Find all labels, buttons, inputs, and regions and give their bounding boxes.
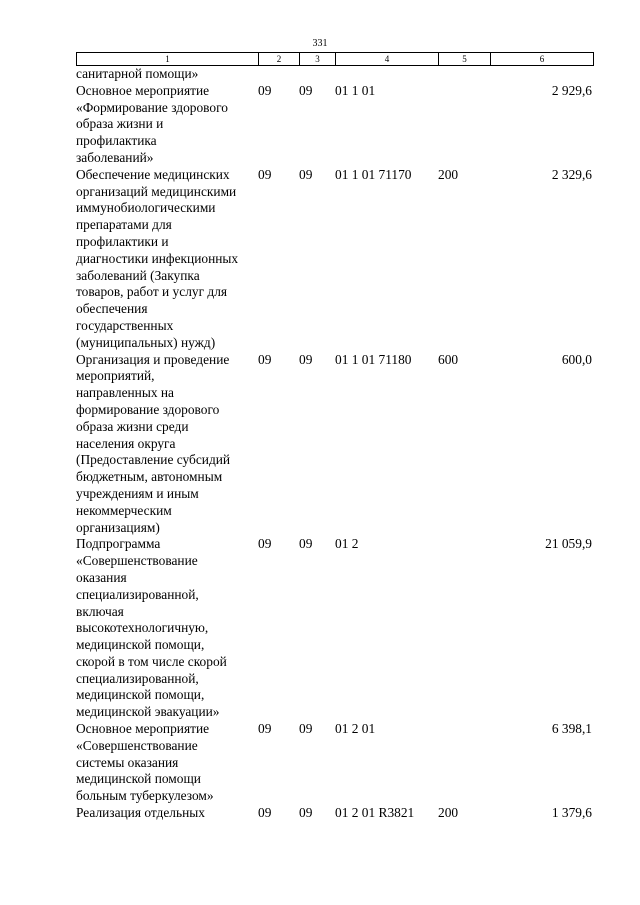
- page-number: 331: [312, 38, 328, 49]
- row-name: Обеспечение медицинских организаций медицинскими иммунобиологическими препаратами для профилактики и диагностики инфекционных заболеваний (Закупка товаров, работ и услуг для обеспечения государственных (муниципальных) нужд): [76, 166, 239, 350]
- row-amount: 21 059,9: [545, 536, 592, 552]
- row-section: 09: [258, 166, 272, 182]
- row-amount: 1 379,6: [551, 805, 592, 821]
- row-target-code: 01 2 01: [335, 721, 376, 737]
- row-name: Реализация отдельных: [76, 805, 205, 821]
- row-section: 09: [258, 721, 272, 737]
- row-section: 09: [258, 805, 272, 821]
- row-subsection: 09: [299, 536, 313, 552]
- row-section: 09: [258, 536, 272, 552]
- row-target-code: 01 2: [335, 536, 359, 552]
- row-name: Основное мероприятие «Совершенствование системы оказания медицинской помощи больным туберкулезом»: [76, 721, 214, 804]
- row-amount: [490, 66, 594, 83]
- table-body: [76, 66, 596, 822]
- row-amount: 2 929,6: [551, 82, 592, 98]
- row-expense-type: [438, 66, 490, 83]
- row-expense-type: 200: [438, 166, 459, 182]
- row-section: 09: [258, 351, 272, 367]
- row-section: 09: [258, 82, 272, 98]
- table-row: [76, 352, 596, 537]
- row-amount: 600,0: [561, 351, 592, 367]
- row-target-code: [335, 66, 438, 83]
- row-subsection: 09: [299, 166, 313, 182]
- row-target-code: 01 1 01: [335, 82, 376, 98]
- row-name: Организация и проведение мероприятий, направленных на формирование здорового образа жизни среди населения округа (Предоставление субсидий бюджетным, автономным учреждениям и иным некоммерческим организациям): [76, 351, 231, 535]
- row-expense-type: [438, 721, 490, 805]
- column-header-5: 5: [439, 53, 491, 66]
- column-header-2: 2: [259, 53, 300, 66]
- column-header-4: 4: [336, 53, 439, 66]
- row-target-code: 01 1 01 71170: [335, 166, 412, 182]
- row-name: санитарной помощи»: [76, 66, 199, 81]
- table-row: [76, 721, 596, 805]
- row-subsection: 09: [299, 721, 313, 737]
- row-subsection: 09: [299, 805, 313, 821]
- row-name: Подпрограмма «Совершенствование оказания специализированной, включая высокотехнологичную, медицинской помощи, скорой в том числе скорой специализированной, медицинской помощи, медицинской эвакуации»: [76, 536, 227, 720]
- row-target-code: 01 1 01 71180: [335, 351, 412, 367]
- table-row: [76, 66, 596, 83]
- row-amount: 2 329,6: [551, 166, 592, 182]
- row-name: Основное мероприятие «Формирование здорового образа жизни и профилактика заболеваний»: [76, 82, 228, 165]
- row-expense-type: 600: [438, 351, 459, 367]
- column-header-6: 6: [491, 53, 594, 66]
- table-row: [76, 805, 596, 822]
- table-header: [76, 52, 594, 66]
- column-header-1: 1: [77, 53, 259, 66]
- row-amount: 6 398,1: [551, 721, 592, 737]
- table-row: [76, 536, 596, 721]
- row-expense-type: 200: [438, 805, 459, 821]
- row-section: [258, 66, 299, 83]
- row-subsection: [299, 66, 335, 83]
- row-subsection: 09: [299, 351, 313, 367]
- column-header-3: 3: [300, 53, 336, 66]
- row-target-code: 01 2 01 R3821: [335, 805, 415, 821]
- row-expense-type: [438, 536, 490, 721]
- row-subsection: 09: [299, 82, 313, 98]
- table-row: [76, 83, 596, 167]
- table-row: [76, 167, 596, 352]
- row-expense-type: [438, 83, 490, 167]
